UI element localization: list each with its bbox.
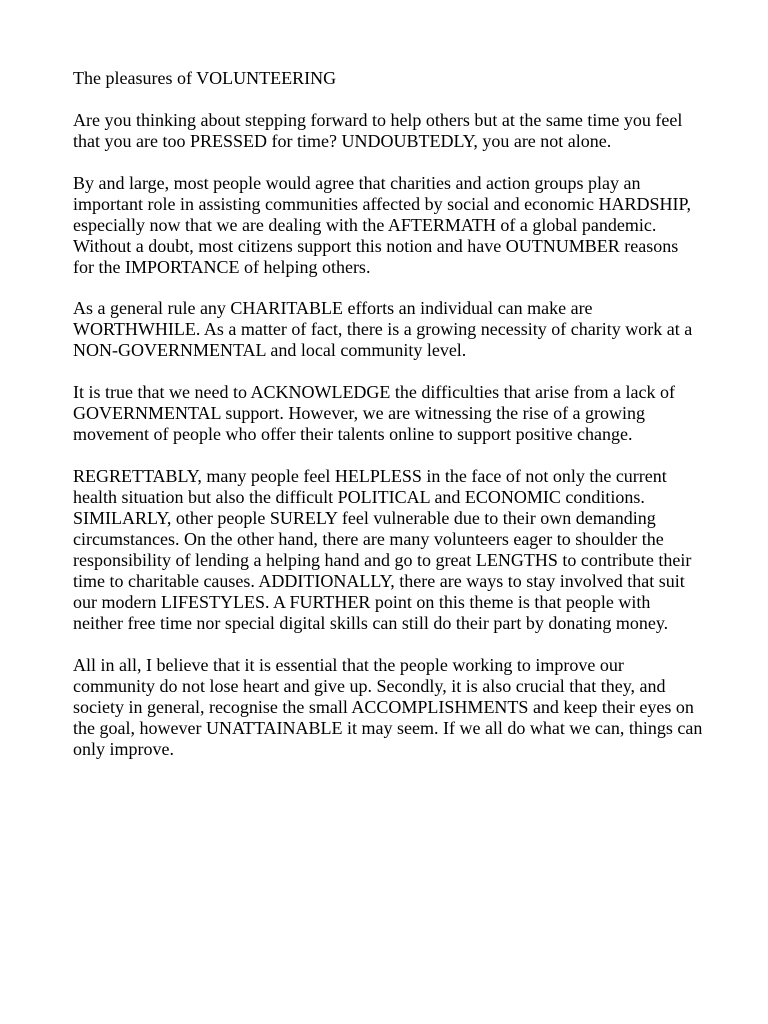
- paragraph-conclusion: All in all, I believe that it is essential that the people working to improve our community do not lose heart and give up. Secondly, it is also crucial that they, and society in general, recognise the small ACCOMPLISHMENTS and keep their eyes on the goal, however UNATTAINABLE it may seem. If we all do what we can, things can only improve.: [73, 655, 703, 759]
- paragraph-governmental-support: It is true that we need to ACKNOWLEDGE the difficulties that arise from a lack of GOVERNMENTAL support. However, we are witnessing the rise of a growing movement of people who offer their talents online to support positive change.: [73, 382, 675, 444]
- document-page: [73, 68, 703, 781]
- paragraph-importance: By and large, most people would agree that charities and action groups play an important role in assisting communities affected by social and economic HARDSHIP, especially now that we are dealing with the AFTERMATH of a global pandemic. Without a doubt, most citizens support this notion and have OUTNUMBER reasons for the IMPORTANCE of helping others.: [73, 173, 692, 277]
- paragraph-intro: Are you thinking about stepping forward to help others but at the same time you feel that you are too PRESSED for time? UNDOUBTEDLY, you are not alone.: [73, 110, 683, 151]
- paragraph-helplessness: REGRETTABLY, many people feel HELPLESS in the face of not only the current health situation but also the difficult POLITICAL and ECONOMIC conditions. SIMILARLY, other people SURELY feel vulnerable due to their own demanding circumstances. On the other hand, there are many volunteers eager to shoulder the responsibility of lending a helping hand and go to great LENGTHS to contribute their time to charitable causes. ADDITIONALLY, there are ways to stay involved that suit our modern LIFESTYLES. A FURTHER point on this theme is that people with neither free time nor special digital skills can still do their part by donating money.: [73, 466, 692, 633]
- document-title: The pleasures of VOLUNTEERING: [73, 68, 337, 88]
- paragraph-charitable-efforts: As a general rule any CHARITABLE efforts an individual can make are WORTHWHILE. As a matter of fact, there is a growing necessity of charity work at a NON-GOVERNMENTAL and local community level.: [73, 298, 693, 360]
